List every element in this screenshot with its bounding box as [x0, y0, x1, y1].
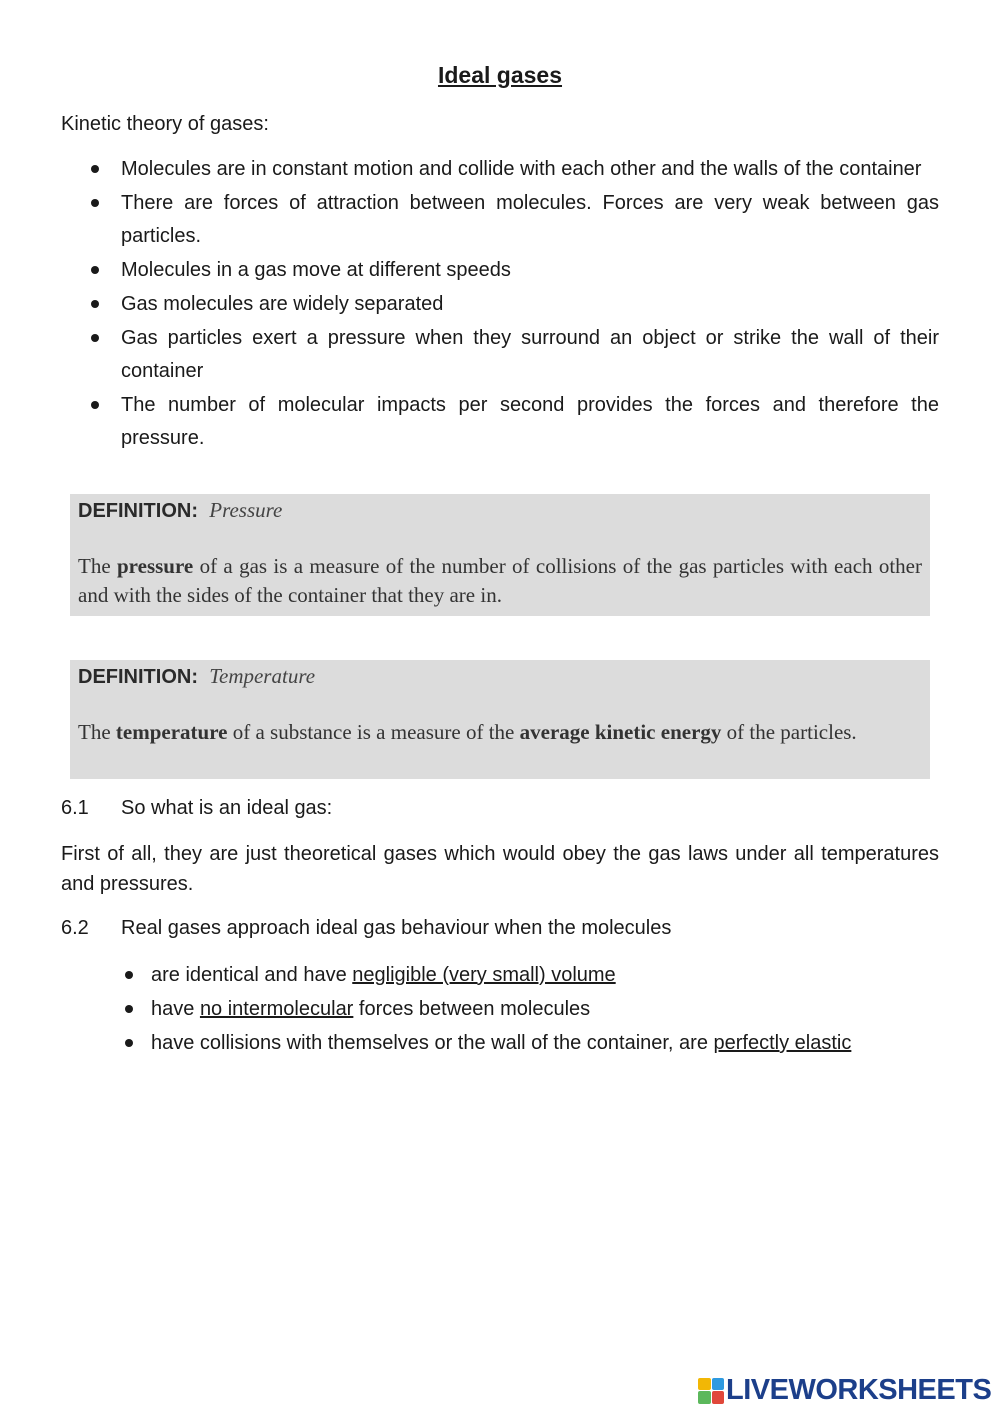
bold-term: pressure	[117, 554, 194, 578]
underlined-term: negligible (very small) volume	[352, 964, 616, 986]
underlined-term: perfectly elastic	[713, 1032, 852, 1054]
kinetic-theory-list	[61, 153, 939, 456]
definition-temperature-box	[70, 660, 930, 779]
text-run: of a gas is a measure of the number of collisions of the gas particles with each other and with the sides of the container that they are in.	[78, 554, 923, 607]
section-number: 6.1	[61, 797, 89, 819]
text-run: forces between molecules	[353, 998, 591, 1020]
text-run: of a substance is a measure of the	[227, 720, 520, 744]
list-item	[121, 1026, 941, 1060]
section-title: So what is an ideal gas:	[121, 797, 333, 819]
definition-term: Temperature	[209, 664, 316, 688]
text-run: have	[151, 998, 200, 1020]
definition-label: DEFINITION:	[78, 666, 198, 688]
liveworksheets-logo-icon	[698, 1378, 724, 1404]
text-run: have collisions with themselves or the wall of the container, are	[151, 1032, 714, 1054]
definition-text	[78, 552, 922, 610]
section-number: 6.2	[61, 917, 89, 939]
section-6-1-paragraph: First of all, they are just theoretical gases which would obey the gas laws under all temperatures and pressures.	[61, 843, 939, 895]
intro-text: Kinetic theory of gases:	[61, 113, 269, 135]
definition-term: Pressure	[209, 498, 283, 522]
section-6-1-heading	[61, 797, 332, 820]
definition-label: DEFINITION:	[78, 500, 198, 522]
definition-pressure-box	[70, 494, 930, 616]
list-item: Gas particles exert a pressure when they surround an object or strike the wall of their container	[61, 322, 939, 388]
underlined-term: no intermolecular	[199, 998, 354, 1020]
list-item	[121, 958, 941, 992]
bold-term: temperature	[115, 720, 228, 744]
ideal-gas-conditions-list	[121, 958, 941, 1060]
brand-name: LIVEWORKSHEETS	[726, 1374, 992, 1406]
text-run: of the particles.	[721, 720, 857, 744]
list-item: Gas molecules are widely separated	[61, 288, 939, 321]
definition-text	[78, 718, 922, 747]
list-item: Molecules in a gas move at different speeds	[61, 254, 939, 287]
liveworksheets-logo	[698, 1374, 991, 1407]
bold-term: average kinetic energy	[519, 720, 722, 744]
text-run: The	[78, 720, 116, 744]
definition-heading	[78, 664, 922, 698]
section-6-2-heading	[61, 917, 671, 940]
list-item: The number of molecular impacts per second provides the forces and therefore the pressure.	[61, 389, 939, 455]
section-title: Real gases approach ideal gas behaviour when the molecules	[121, 917, 672, 939]
page-title: Ideal gases	[437, 62, 563, 88]
text-run: The	[78, 554, 117, 578]
list-item: There are forces of attraction between molecules. Forces are very weak between gas particles.	[61, 187, 939, 253]
text-run: are identical and have	[151, 964, 353, 986]
list-item	[121, 992, 941, 1026]
list-item: Molecules are in constant motion and collide with each other and the walls of the container	[61, 153, 939, 186]
definition-heading	[78, 498, 922, 532]
